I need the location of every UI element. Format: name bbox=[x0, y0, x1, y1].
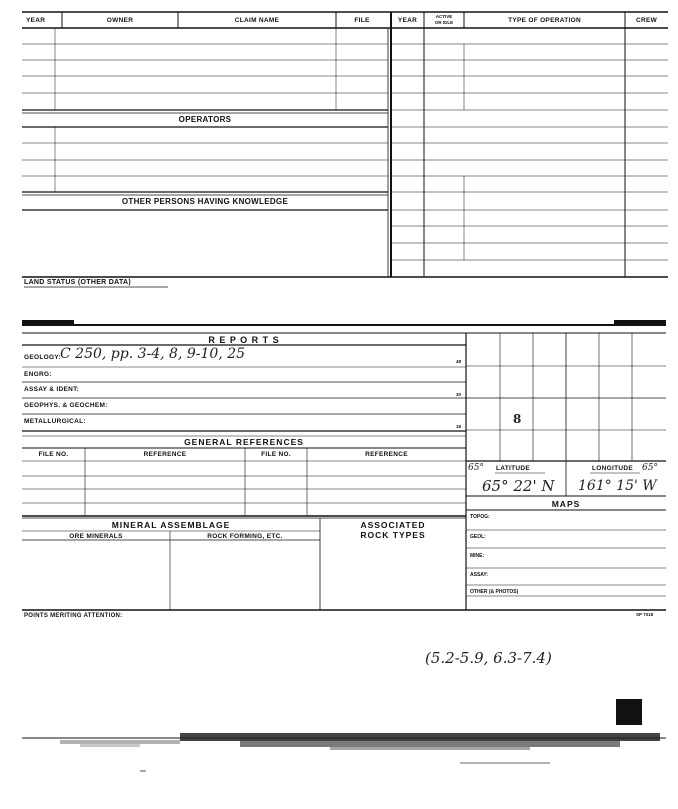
ore-minerals-label: ORE MINERALS bbox=[69, 533, 123, 540]
header-type-of-operation: TYPE OF OPERATION bbox=[508, 17, 581, 24]
gr-file-no-1: FILE NO. bbox=[38, 451, 69, 458]
reports-number-48: 48 bbox=[456, 359, 462, 364]
gr-reference-2: REFERENCE bbox=[365, 451, 408, 458]
mineral-assemblage-heading: MINERAL ASSEMBLAGE bbox=[111, 520, 231, 530]
land-status-label: LAND STATUS (OTHER DATA) bbox=[24, 279, 132, 286]
longitude-label: LONGITUDE bbox=[592, 465, 633, 472]
points-meriting-attention-label: POINTS MERITING ATTENTION: bbox=[24, 613, 123, 619]
header-file: FILE bbox=[354, 17, 370, 24]
latitude-prefix: 65° bbox=[468, 463, 484, 473]
general-references-heading: GENERAL REFERENCES bbox=[184, 437, 304, 447]
form-number: SP 7018 bbox=[636, 612, 654, 617]
latitude-label: LATITUDE bbox=[496, 465, 531, 472]
rock-forming-label: ROCK FORMING, ETC. bbox=[207, 533, 283, 540]
associated-rock-types-line2: ROCK TYPES bbox=[360, 530, 426, 540]
header-year-left: YEAR bbox=[26, 17, 46, 24]
gr-file-no-2: FILE NO. bbox=[261, 451, 291, 458]
header-claim-name: CLAIM NAME bbox=[234, 17, 280, 24]
latitude-handwritten-value: 65° 22' N bbox=[482, 477, 555, 495]
grid-location-mark: 8 bbox=[513, 412, 522, 426]
reports-number-30: 30 bbox=[456, 392, 462, 397]
geology-handwritten-value: C 250, pp. 3-4, 8, 9-10, 25 bbox=[60, 346, 246, 362]
assay-ident-label: ASSAY & IDENT: bbox=[24, 386, 80, 393]
longitude-handwritten-value: 161° 15' W bbox=[578, 478, 657, 494]
maps-heading: MAPS bbox=[551, 499, 581, 509]
reports-number-18: 18 bbox=[456, 424, 462, 429]
geophys-geochem-label: GEOPHYS. & GEOCHEM: bbox=[24, 402, 108, 409]
maps-assay-label: ASSAY: bbox=[470, 572, 489, 578]
header-active-line1: ACTIVE bbox=[435, 14, 453, 19]
handwritten-range-note: (5.2-5.9, 6.3-7.4) bbox=[425, 649, 552, 667]
metallurgical-label: METALLURGICAL: bbox=[24, 418, 86, 425]
maps-mine-label: MINE: bbox=[470, 553, 485, 559]
geology-label: GEOLOGY: bbox=[24, 354, 61, 361]
maps-other-label: OTHER (& PHOTOS) bbox=[470, 589, 519, 595]
longitude-suffix: 65° bbox=[642, 463, 658, 473]
maps-geol-label: GEOL: bbox=[470, 534, 486, 540]
operators-heading: OPERATORS bbox=[178, 115, 232, 124]
maps-topog-label: TOPOG: bbox=[470, 514, 490, 520]
header-owner: OWNER bbox=[106, 17, 134, 24]
associated-rock-types-line1: ASSOCIATED bbox=[360, 520, 426, 530]
engrg-label: ENGRG: bbox=[24, 371, 52, 378]
other-persons-heading: OTHER PERSONS HAVING KNOWLEDGE bbox=[121, 197, 289, 206]
header-crew: CREW bbox=[635, 17, 658, 24]
reports-heading: R E P O R T S bbox=[208, 335, 280, 345]
header-active-line2: OR IDLE bbox=[434, 20, 454, 25]
header-year-right: YEAR bbox=[397, 17, 418, 24]
gr-reference-1: REFERENCE bbox=[143, 451, 187, 458]
